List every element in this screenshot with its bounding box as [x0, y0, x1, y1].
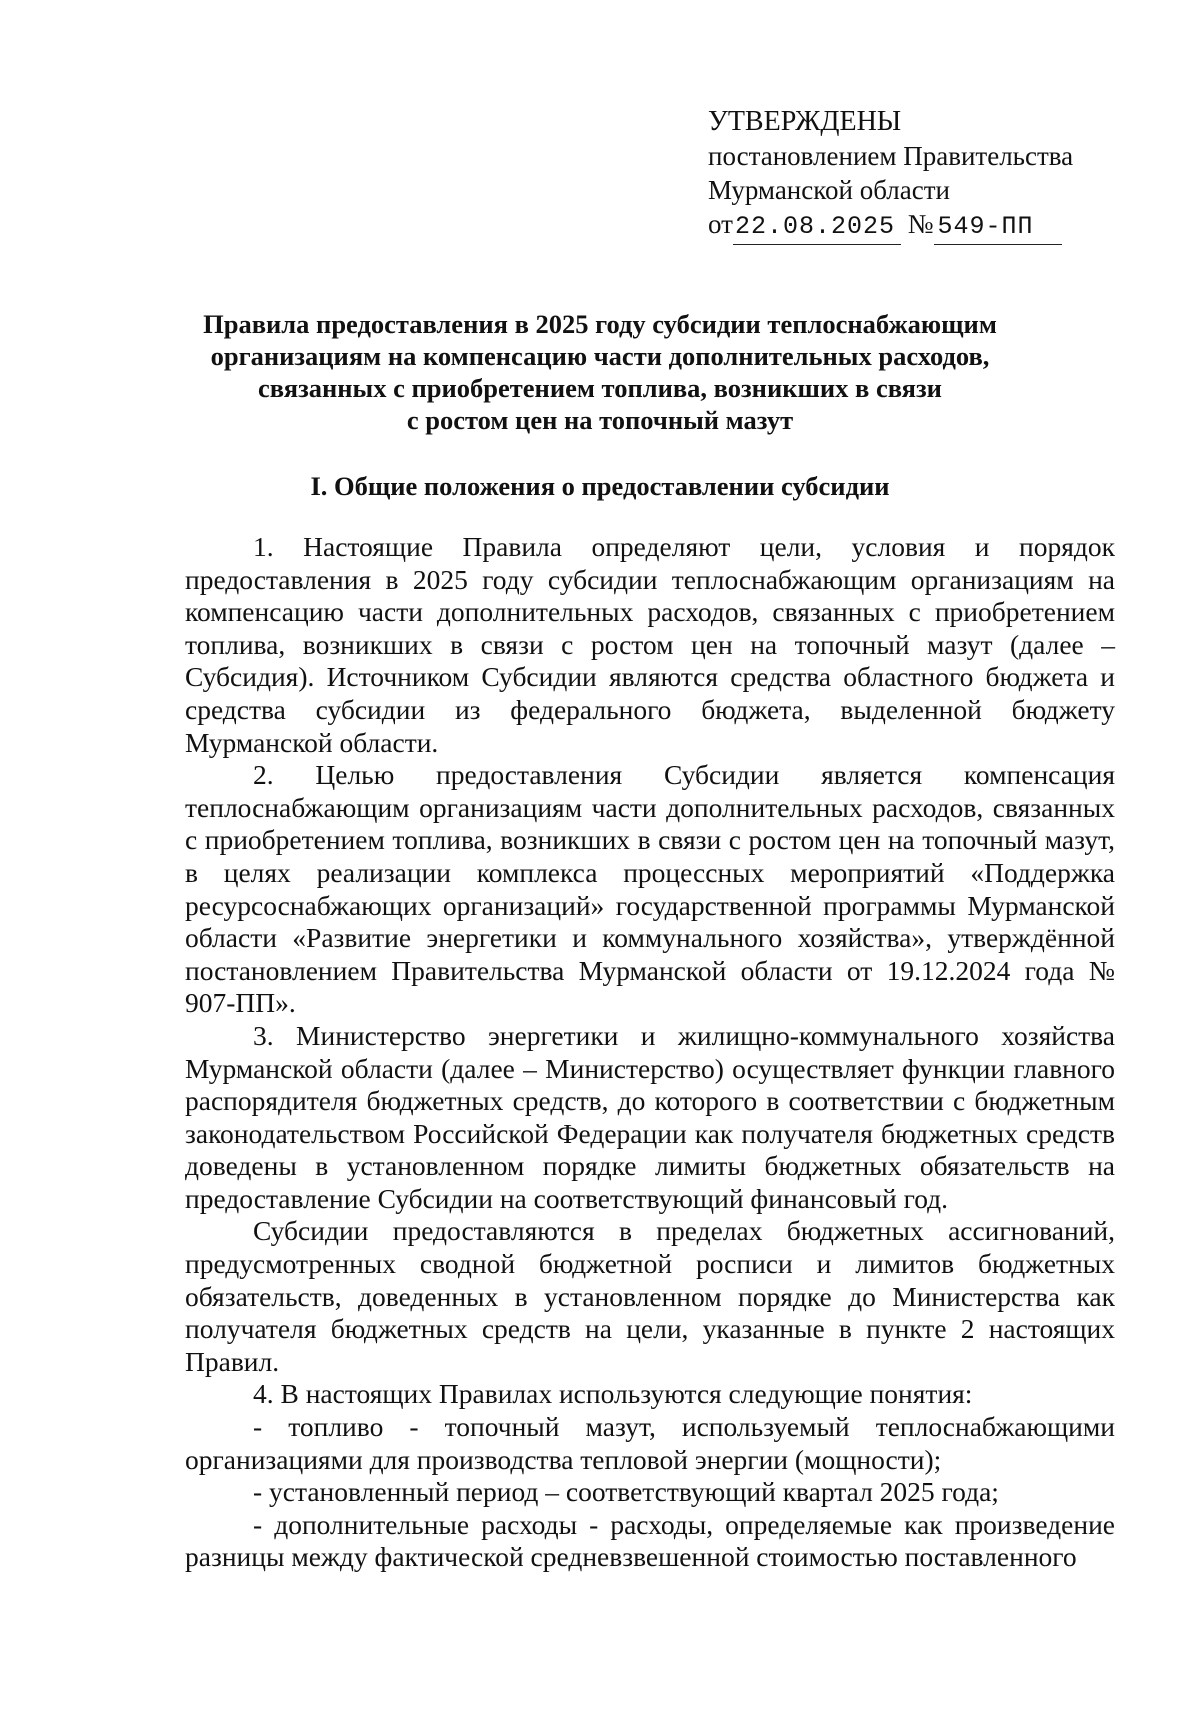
approval-date-number-line: [708, 207, 1128, 245]
approval-number-sign: №: [907, 209, 934, 239]
paragraph-1: 1. Настоящие Правила определяют цели, условия и порядок предоставления в 2025 году субсидии теплоснабжающим организациям на компенсацию части дополнительных расходов, связанных с приобретением топлива, возникших в связи с ростом цен на топочный мазут (далее – Субсидия). Источником Субсидии являются средства областного бюджета и средства субсидии из федерального бюджета, выделенной бюджету Мурманской области.: [185, 531, 1115, 758]
approval-date-field: [733, 207, 901, 245]
document-body: [185, 531, 1115, 1574]
paragraph-3-continued: Субсидии предоставляются в пределах бюджетных ассигнований, предусмотренных сводной бюджетной росписи и лимитов бюджетных обязательств, доведенных в установленном порядке до Министерства как получателя бюджетных средств на цели, указанные в пункте 2 настоящих Правил.: [185, 1215, 1115, 1377]
title-line: с ростом цен на топочный мазут: [406, 405, 794, 435]
approval-number: 549-ПП: [937, 212, 1034, 241]
approval-line-1: постановлением Правительства: [708, 141, 1074, 171]
approval-stamp-block: [708, 105, 1128, 245]
title-line: связанных с приобретением топлива, возникших в связи: [258, 373, 942, 403]
document-title: [150, 308, 1050, 436]
approval-heading: УТВЕРЖДЕНЫ: [708, 106, 902, 137]
title-line: Правила предоставления в 2025 году субсидии теплоснабжающим: [203, 309, 997, 339]
paragraph-4: 4. В настоящих Правилах используются следующие понятия:: [253, 1378, 973, 1410]
approval-date: 22.08.2025: [734, 212, 895, 241]
approval-from-prefix: от: [708, 209, 733, 239]
paragraph-3: 3. Министерство энергетики и жилищно-коммунального хозяйства Мурманской области (далее – Министерство) осуществляет функции главного распорядителя бюджетных средств, до которого в соответствии с бюджетным законодательством Российской Федерации как получателя бюджетных средств доведены в установленном порядке лимиты бюджетных обязательств на предоставление Субсидии на соответствующий финансовый год.: [185, 1019, 1115, 1214]
definition-additional-expenses: - дополнительные расходы - расходы, определяемые как произведение разницы между фактической средневзвешенной стоимостью поставленного: [185, 1508, 1115, 1573]
definition-period: - установленный период – соответствующий квартал 2025 года;: [253, 1476, 999, 1508]
section-heading: I. Общие положения о предоставлении субсидии: [310, 471, 890, 501]
definition-fuel: - топливо - топочный мазут, используемый теплоснабжающими организациями для производства тепловой энергии (мощности);: [185, 1411, 1115, 1475]
paragraph-2: 2. Целью предоставления Субсидии является компенсация теплоснабжающим организациям части дополнительных расходов, связанных с приобретением топлива, возникших в связи с ростом цен на топочный мазут, в целях реализации комплекса процессных мероприятий «Поддержка ресурсоснабжающих организаций» государственной программы Мурманской области «Развитие энергетики и коммунального хозяйства», утверждённой постановлением Правительства Мурманской области от 19.12.2024 года № 907-ПП».: [185, 759, 1115, 1019]
title-line: организациям на компенсацию части дополнительных расходов,: [210, 341, 990, 371]
approval-number-field: [934, 207, 1062, 245]
approval-line-2: Мурманской области: [708, 175, 950, 205]
